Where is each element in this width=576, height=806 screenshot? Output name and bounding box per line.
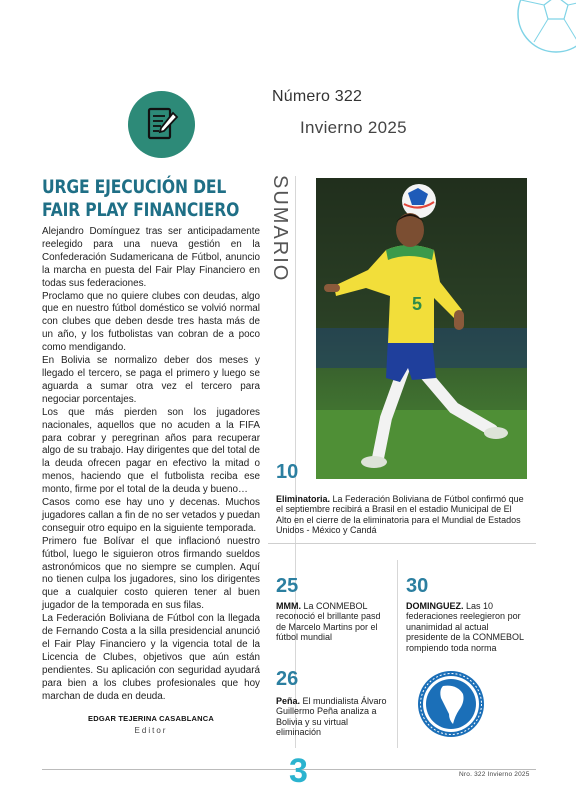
editorial-paragraph: Casos como ese hay uno y decenas. Muchos jugadores callan a fin de no ser vetados y puedan conseguir otro equipo en la siguiente temporada. [42, 497, 260, 534]
editorial-paragraph: Proclamo que no quiere clubes con deudas, algo que en nuestro fútbol doméstico se volvió normal con clubes que deben desde tres hasta más de un año, y los futbolistas van cobran de a poco como mendigando. [42, 290, 260, 354]
column-divider [397, 560, 398, 748]
editor-role: Editor [134, 726, 168, 735]
issue-season: Invierno 2025 [300, 118, 407, 137]
editorial-paragraph: Alejandro Domínguez tras ser anticipadamente reelegido para una nueva gestión en la Confederación Sudamericana de Fútbol, anuncio la marcha en puesta del Fair Play Financiero en todas sus federaciones. [42, 226, 260, 289]
sumario-entry-text: La CONMEBOL reconoció el brillante pasd de Marcelo Martins por el fútbol mundial [276, 601, 381, 643]
issue-number: Número 322 [272, 88, 363, 105]
page-number: 3 [289, 752, 308, 790]
section-divider [268, 543, 536, 544]
editorial-body [42, 226, 260, 704]
sumario-entry [276, 696, 388, 738]
soccer-ball-icon [516, 0, 576, 54]
conmebol-logo [417, 670, 485, 738]
sumario-label-text: SUMARIO [269, 175, 291, 283]
sumario-entry-text: El mundialista Álvaro Guillermo Peña analiza a Bolivia y su virtual eliminación [276, 696, 387, 738]
footer-issue-label: Nro. 322 Invierno 2025 [459, 771, 530, 778]
editorial-paragraph: En Bolivia se normalizo deber dos meses y llegado el tercero, se paga el primero y luego se aguarda a sumar otra vez el tercero para negociar porcentajes. [42, 355, 260, 405]
headline-line: FAIR PLAY FINANCIERO [42, 199, 240, 221]
svg-text:5: 5 [412, 294, 423, 314]
sumario-entry [276, 601, 388, 643]
sumario-page-number: 30 [406, 575, 429, 597]
sumario-page-number: 26 [276, 668, 299, 690]
editorial-paragraph: Los que más pierden son los jugadores nacionales, aquellos que no acuden a la FIFA para cobrar y peregrinan años para recuperar algo de su trabajo. Hay dirigentes que del total de la deuda ofrecen pagar en efectivo la mitad o menos, haciendo que el futbolista reciba ese monto, firme por el total de la deuda y bueno… [42, 406, 260, 496]
sumario-entry-lead: MMM. [276, 601, 301, 611]
headline-line: URGE EJECUCIÓN DEL [42, 176, 227, 198]
sumario-entry [276, 494, 528, 536]
sumario-entry [406, 601, 526, 653]
sumario-entry-lead: Peña. [276, 696, 301, 706]
player-photo [316, 178, 527, 479]
sumario-entry-text: Las 10 federaciones reelegieron por unanimidad al actual presidente de la CONMEBOL rompiendo toda norma [406, 601, 524, 653]
sumario-entry-text: La Federación Boliviana de Fútbol confirmó que el septiembre recibirá a Brasil en el estadio Municipal de El Alto en el cierre de la eliminatoria para el Mundial de Estados Unidos - México y Candá [276, 494, 524, 536]
sumario-entry-lead: Eliminatoria. [276, 494, 331, 504]
sumario-entry-lead: DOMINGUEZ. [406, 601, 464, 611]
editorial-pencil-icon [128, 91, 195, 158]
editorial-paragraph: Primero fue Bolívar el que inflacionó nuestro fútbol, luego le siguieron otros firmando sueldos astronómicos que no siempre se cumplen. Aquí no tienen culpa los jugadores, sino los dirigentes que a cualquier costo quieren tener al buen jugador de la temporada en sus filas. [42, 535, 260, 612]
editorial-headline [42, 176, 240, 222]
editorial-paragraph: La Federación Boliviana de Fútbol con la llegada de Fernando Costa a la silla presidencial anunció el Fair Play Financiero y la vigencia total de la Licencia de Clubes, objetivos que aún están pendientes. Su aplicación con seguridad ayudará para bien a los clubes profesionales que hoy marchan de duda en deuda. [42, 613, 260, 702]
sumario-label [268, 175, 290, 285]
editor-name: EDGAR TEJERINA CASABLANCA [88, 714, 214, 723]
sumario-page-number: 10 [276, 461, 299, 483]
sumario-page-number: 25 [276, 575, 299, 597]
